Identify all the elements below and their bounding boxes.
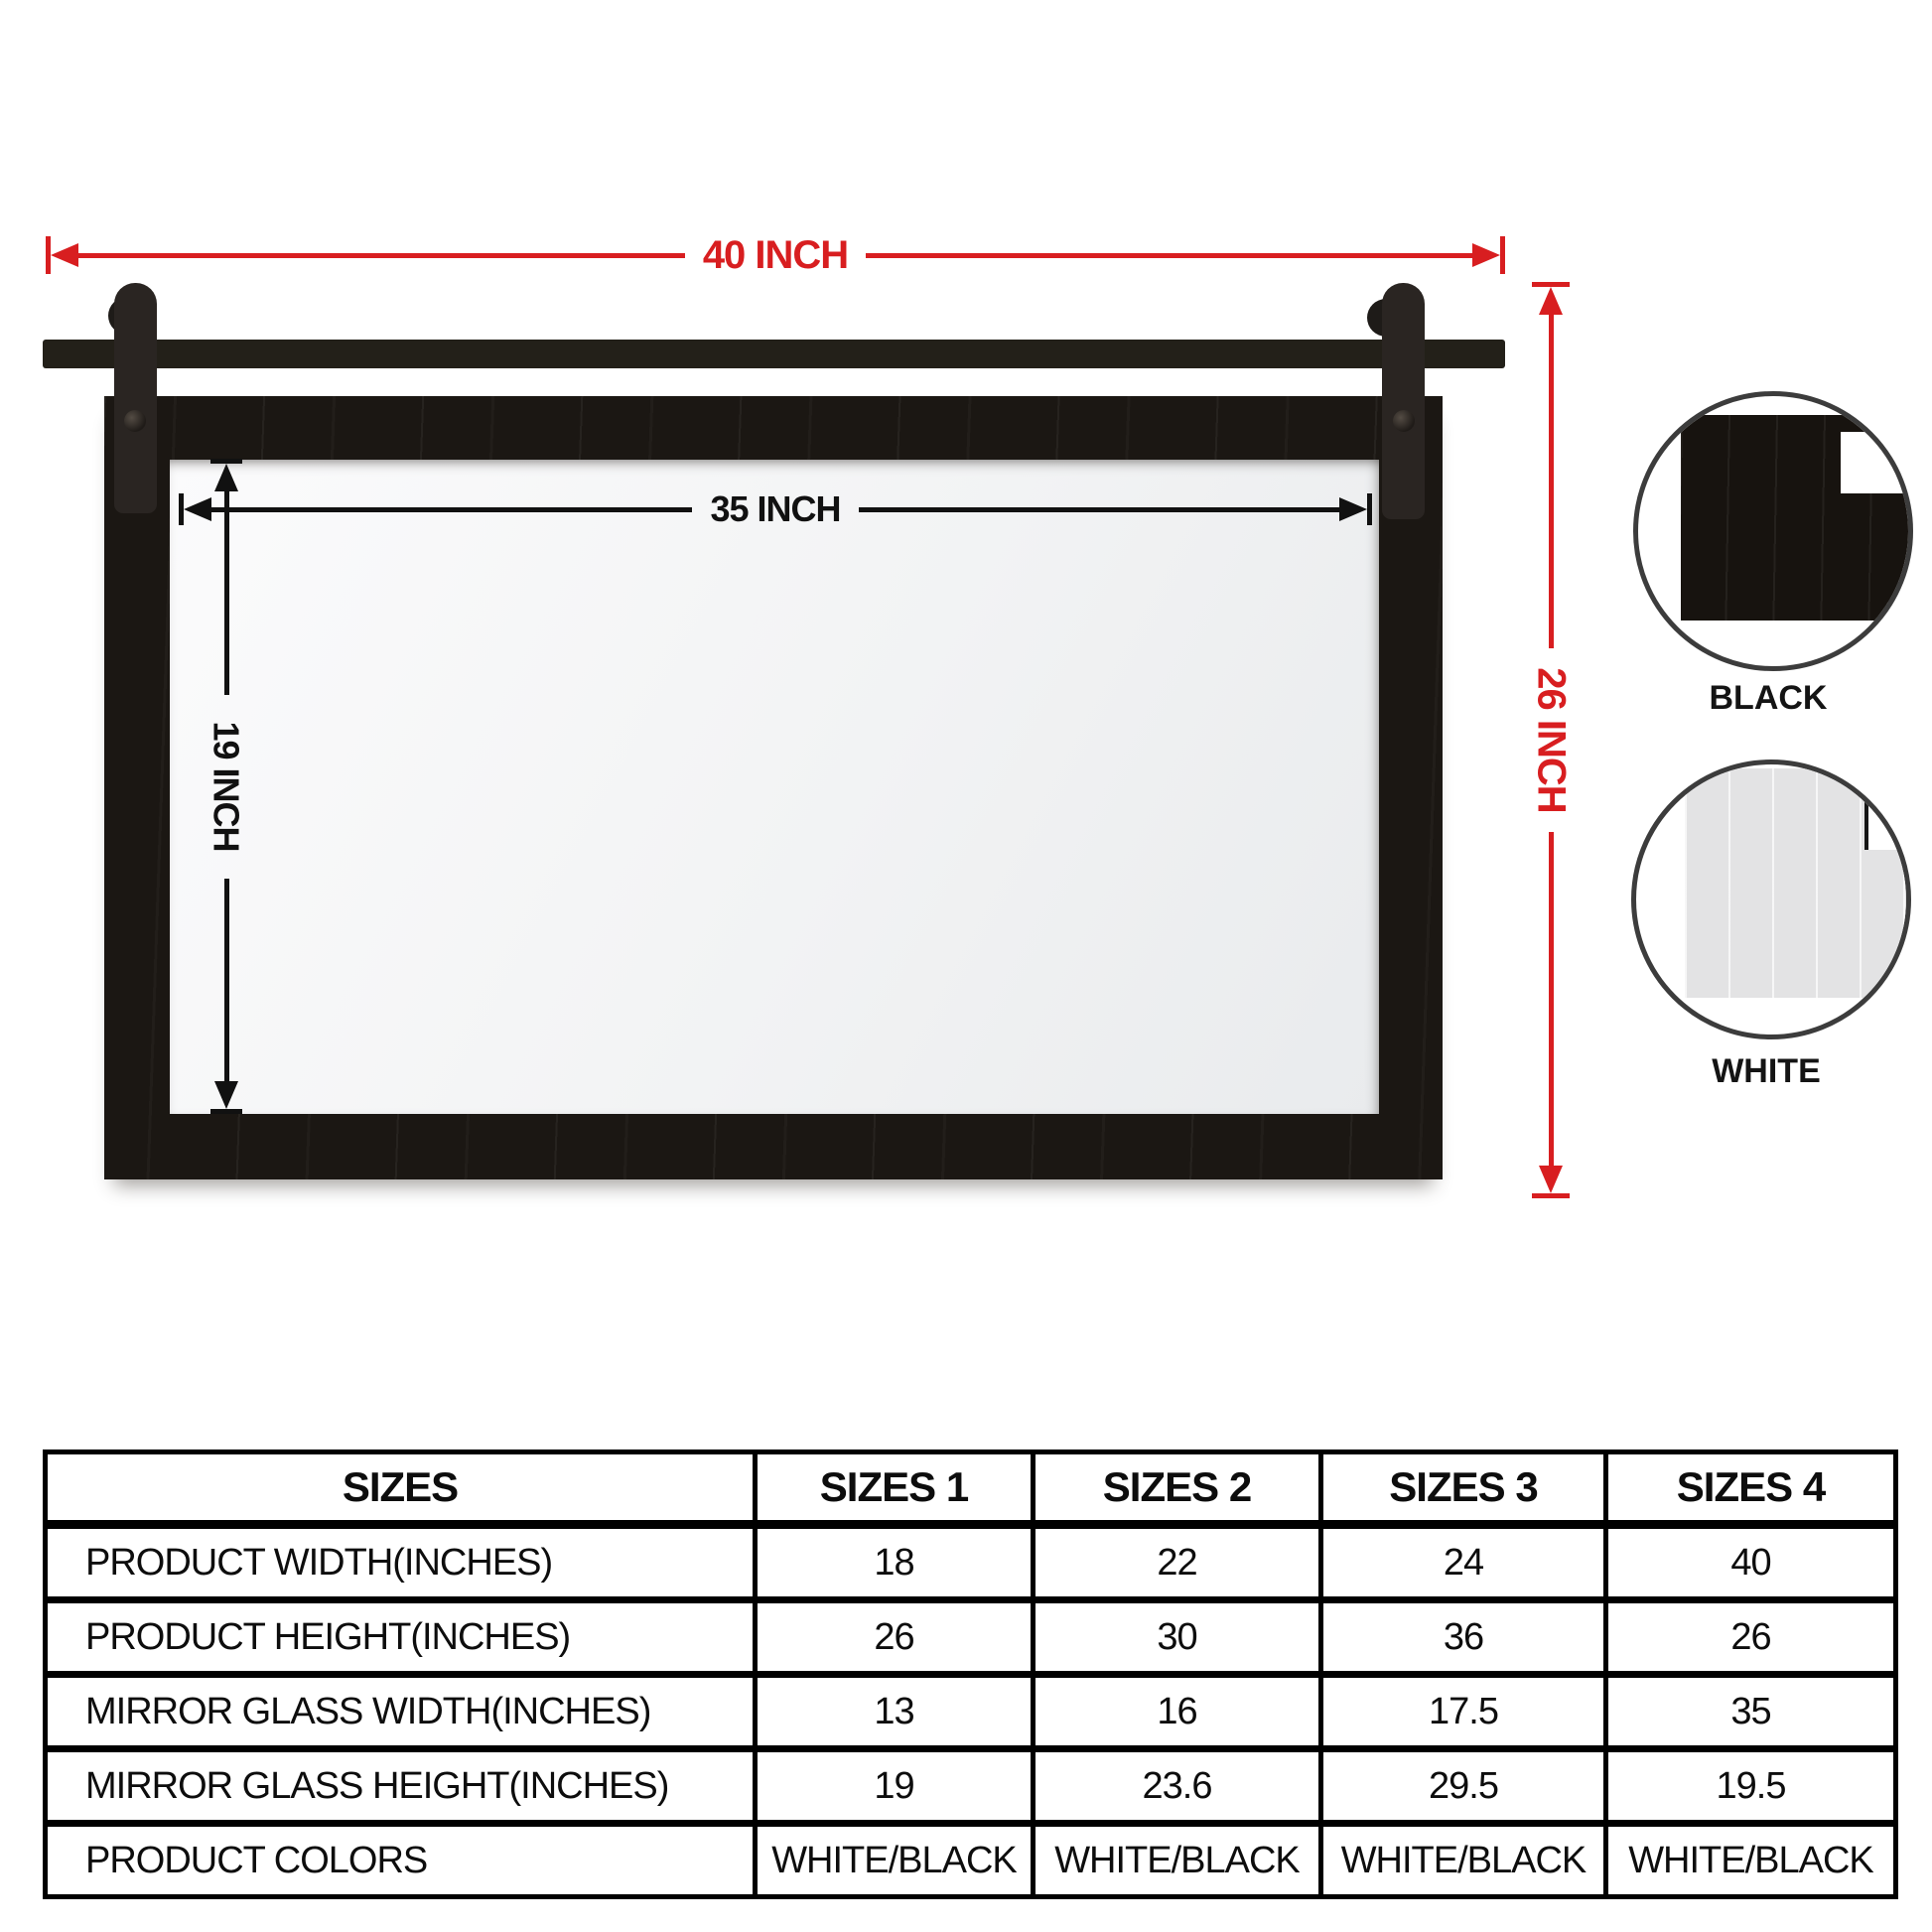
size-table-header-cell: SIZES 1 [756,1452,1034,1525]
white-swatch-label: WHITE [1712,1052,1821,1090]
table-cell: WHITE/BLACK [1034,1824,1321,1897]
size-table-header-cell: SIZES [46,1452,756,1525]
table-row [46,1824,1896,1897]
dimension-line [1549,315,1554,648]
table-cell: 30 [1034,1600,1321,1675]
dimension-tick [1500,236,1505,274]
table-cell: 35 [1606,1675,1896,1749]
strap-screw [1393,410,1415,432]
dimension-glass-height [207,459,246,1114]
table-cell: 19 [756,1749,1034,1824]
table-cell: MIRROR GLASS WIDTH(INCHES) [46,1675,756,1749]
table-cell: 19.5 [1606,1749,1896,1824]
table-row [46,1525,1896,1600]
arrowhead-left-icon [51,243,78,267]
strap-screw [124,410,146,432]
white-swatch-circle [1631,759,1911,1039]
table-row [46,1600,1896,1675]
dim-26-label-box [1529,648,1574,832]
table-cell: WHITE/BLACK [1321,1824,1606,1897]
dimension-product-height [1529,282,1574,1198]
table-cell: 22 [1034,1525,1321,1600]
dim-35-label: 35 INCH [710,488,841,529]
table-cell: 24 [1321,1525,1606,1600]
left-roller-strap [114,283,157,513]
arrowhead-down-icon [214,1081,238,1109]
table-cell: 26 [756,1600,1034,1675]
frame-corner-notch [1864,772,1911,850]
table-cell: 18 [756,1525,1034,1600]
size-table-header-cell: SIZES 4 [1606,1452,1896,1525]
table-cell: WHITE/BLACK [1606,1824,1896,1897]
table-cell: 26 [1606,1600,1896,1675]
table-cell: MIRROR GLASS HEIGHT(INCHES) [46,1749,756,1824]
table-cell: 40 [1606,1525,1896,1600]
arrowhead-up-icon [214,464,238,491]
dimension-line [866,253,1472,258]
frame-corner-notch [1841,432,1913,493]
table-cell: 23.6 [1034,1749,1321,1824]
dimension-tick [1367,493,1372,525]
white-frame-corner [1685,768,1911,998]
black-swatch-label: BLACK [1709,679,1828,717]
size-table-header-cell: SIZES 2 [1034,1452,1321,1525]
dimension-glass-width [179,489,1372,529]
right-roller-strap [1382,283,1425,519]
dim-26-label: 26 INCH [1529,667,1574,813]
arrowhead-right-icon [1472,243,1500,267]
table-row [46,1675,1896,1749]
dimension-line [78,253,685,258]
size-table-header-cell: SIZES 3 [1321,1452,1606,1525]
dimension-tick [1532,1193,1570,1198]
table-cell: PRODUCT HEIGHT(INCHES) [46,1600,756,1675]
dimension-line [224,879,229,1082]
table-cell: 17.5 [1321,1675,1606,1749]
table-cell: WHITE/BLACK [756,1824,1034,1897]
size-table [43,1449,1898,1899]
table-cell: PRODUCT COLORS [46,1824,756,1897]
arrowhead-right-icon [1339,497,1367,521]
table-cell: 16 [1034,1675,1321,1749]
dimension-line [224,491,229,695]
mirror-glass [170,460,1379,1114]
table-cell: 36 [1321,1600,1606,1675]
black-frame-corner [1681,415,1913,621]
dim-40-label: 40 INCH [702,233,849,277]
dimension-line [1549,832,1554,1166]
dimension-product-width [46,235,1505,275]
size-table-header-row [46,1452,1896,1525]
dimension-line [211,507,692,512]
black-swatch-circle [1633,391,1913,671]
arrowhead-up-icon [1539,287,1563,315]
table-row [46,1749,1896,1824]
table-cell: 29.5 [1321,1749,1606,1824]
dimension-tick [210,1109,242,1114]
table-cell: 13 [756,1675,1034,1749]
dim-19-label-box [207,695,246,879]
table-cell: PRODUCT WIDTH(INCHES) [46,1525,756,1600]
mounting-rail [43,340,1505,368]
dimension-line [859,507,1339,512]
dim-19-label: 19 INCH [207,721,248,852]
arrowhead-down-icon [1539,1166,1563,1193]
